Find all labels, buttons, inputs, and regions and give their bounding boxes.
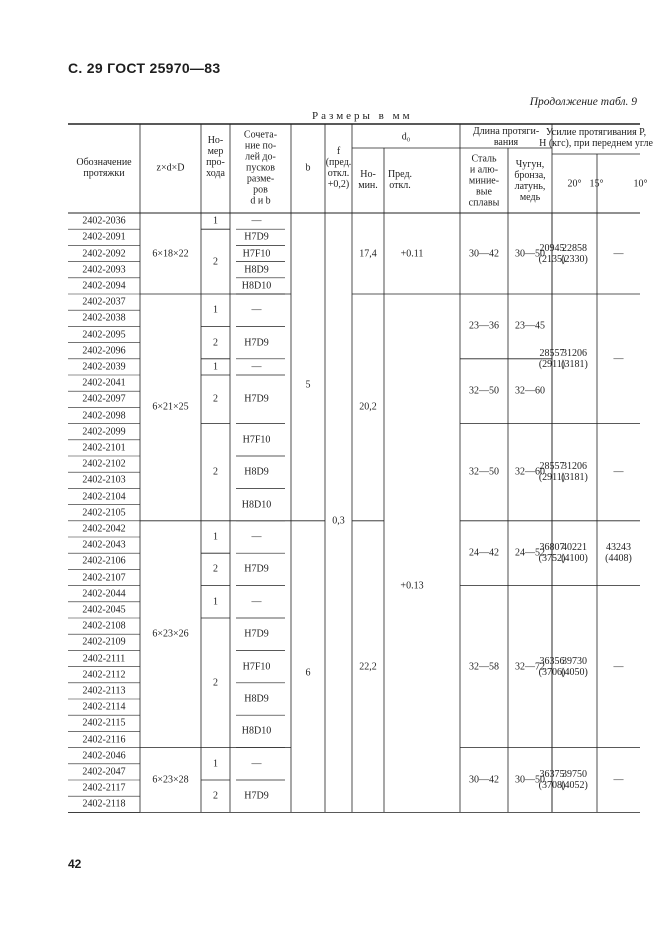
designation-cell: 2402-2042: [82, 523, 126, 535]
fit-cell: —: [251, 758, 262, 770]
designation-cell: 2402-2047: [82, 766, 126, 778]
continuation-label: Продолжение табл. 9: [529, 96, 637, 108]
designation-cell: 2402-2101: [82, 442, 126, 454]
length-cast-cell: 32—60: [515, 466, 545, 478]
designation-cell: 2402-2102: [82, 458, 126, 470]
d0-dev-cell: +0.13: [400, 580, 424, 592]
designation-cell: 2402-2043: [82, 539, 126, 551]
designation-cell: 2402-2097: [82, 393, 126, 405]
pass-no-cell: 2: [213, 790, 218, 802]
header-f: f (пред. откл. +0,2): [325, 146, 352, 190]
force-15-cell: 31206 (3181): [561, 347, 588, 370]
designation-cell: 2402-2105: [82, 507, 126, 519]
designation-cell: 2402-2106: [82, 555, 126, 567]
length-cast-cell: 23—45: [515, 320, 545, 332]
designation-cell: 2402-2036: [82, 215, 126, 227]
units-note: Размеры в мм: [312, 110, 413, 122]
fit-cell: H7D9: [244, 337, 269, 349]
header-force: Усилие протягивания P, Н (кгс), при переднем угле: [539, 127, 653, 149]
fit-cell: H7D9: [244, 790, 269, 802]
pass-no-cell: 2: [213, 337, 218, 349]
zdD-cell: 6×21×25: [152, 401, 189, 413]
header-force-10: 10°: [633, 178, 648, 190]
fit-cell: —: [251, 531, 262, 543]
header-fit: Сочета- ние по- лей до- пусков разме- ров d и b: [243, 129, 278, 207]
length-steel-cell: 30—42: [469, 248, 499, 259]
designation-cell: 2402-2044: [82, 588, 126, 600]
force-15-cell: 40221 (4100): [561, 542, 588, 565]
header-length-cast: Чугун, бронза, латунь, медь: [514, 159, 546, 203]
designation-cell: 2402-2111: [82, 653, 126, 664]
force-10-cell: —: [613, 661, 624, 673]
pass-no-cell: 2: [213, 563, 218, 575]
designation-cell: 2402-2109: [82, 636, 126, 648]
fit-cell: H7F10: [242, 434, 271, 446]
d0-nom-cell: 22,2: [359, 661, 377, 673]
length-cast-cell: 24—52: [515, 547, 545, 559]
designation-cell: 2402-2037: [82, 296, 126, 308]
length-steel-cell: 32—50: [469, 385, 499, 397]
d0-dev-cell: +0.11: [400, 248, 424, 259]
designation-cell: 2402-2103: [82, 474, 126, 486]
b-cell: 5: [305, 379, 311, 391]
header-length-steel: Сталь и алю- миние- вые сплавы: [468, 153, 500, 209]
zdD-cell: 6×23×26: [152, 628, 189, 640]
pass-no-cell: 1: [213, 531, 218, 543]
designation-cell: 2402-2096: [82, 345, 126, 357]
header-force-20: 20°: [567, 178, 582, 190]
designation-cell: 2402-2107: [82, 572, 126, 583]
fit-cell: H7D9: [244, 393, 269, 405]
designation-cell: 2402-2114: [82, 701, 126, 713]
length-steel-cell: 23—36: [469, 320, 499, 332]
force-10-cell: —: [613, 774, 624, 786]
fit-cell: —: [251, 304, 262, 316]
pass-no-cell: 1: [213, 596, 218, 608]
force-20-cell: 20945 (2135): [538, 242, 566, 265]
length-steel-cell: 24—42: [469, 547, 499, 559]
fit-cell: H8D10: [241, 499, 272, 511]
length-steel-cell: 32—50: [469, 466, 499, 478]
designation-cell: 2402-2045: [82, 604, 126, 616]
fit-cell: H7D9: [244, 231, 269, 243]
force-20-cell: 28557 (2911): [538, 347, 566, 370]
force-15-cell: 39750 (4052): [561, 769, 588, 791]
fit-cell: H8D9: [244, 264, 269, 276]
designation-cell: 2402-2039: [82, 361, 126, 373]
fit-cell: —: [251, 215, 262, 227]
designation-cell: 2402-2092: [82, 248, 126, 259]
force-10-cell: 43243 (4408): [605, 542, 632, 565]
designation-cell: 2402-2112: [82, 669, 126, 681]
force-15-cell: 39730 (4050): [561, 655, 588, 678]
length-steel-cell: 32—58: [469, 661, 499, 673]
header-d0: d₀: [401, 131, 411, 143]
designation-cell: 2402-2093: [82, 264, 126, 276]
force-20-cell: 36807 (3752): [538, 542, 566, 565]
page-number: 42: [68, 857, 82, 871]
designation-cell: 2402-2116: [82, 734, 126, 745]
designation-cell: 2402-2046: [82, 750, 126, 762]
header-length: Длина протяги- вания: [472, 126, 540, 148]
designation-cell: 2402-2108: [82, 620, 126, 632]
length-cast-cell: 32—72: [515, 661, 545, 673]
pass-no-cell: 1: [213, 758, 218, 770]
designation-cell: 2402-2038: [82, 312, 126, 324]
zdD-cell: 6×18×22: [152, 248, 189, 259]
page-header: С. 29 ГОСТ 25970—83: [68, 60, 221, 76]
pass-no-cell: 1: [213, 361, 218, 373]
designation-cell: 2402-2118: [82, 798, 126, 810]
f-cell: 0,3: [332, 515, 345, 527]
header-d0-nom: Но- мин.: [358, 169, 378, 191]
fit-cell: H7F10: [242, 248, 271, 259]
d0-nom-cell: 20,2: [359, 401, 377, 413]
force-10-cell: —: [613, 466, 624, 478]
pass-no-cell: 1: [213, 304, 218, 316]
length-steel-cell: 30—42: [469, 774, 499, 786]
designation-cell: 2402-2094: [82, 280, 126, 292]
length-cast-cell: 32—60: [515, 385, 545, 397]
designation-cell: 2402-2104: [82, 491, 126, 502]
pass-no-cell: 2: [213, 677, 218, 689]
force-10-cell: —: [613, 248, 624, 259]
header-d0-dev: Пред. откл.: [387, 169, 413, 191]
force-20-cell: 28557 (2911): [538, 461, 566, 484]
fit-cell: H8D10: [241, 725, 272, 737]
pass-no-cell: 2: [213, 466, 218, 478]
fit-cell: H7F10: [242, 661, 271, 673]
fit-cell: H7D9: [244, 628, 269, 640]
d0-nom-cell: 17,4: [359, 248, 377, 259]
designation-cell: 2402-2095: [82, 329, 126, 340]
force-15-cell: 31206 (3181): [561, 461, 588, 484]
header-force-15: 15°: [589, 178, 604, 190]
force-15-cell: 22858 (2330): [561, 242, 588, 265]
force-20-cell: 36375 (3708): [538, 769, 566, 791]
fit-cell: H7D9: [244, 563, 269, 575]
designation-cell: 2402-2041: [82, 377, 126, 389]
designation-cell: 2402-2113: [82, 685, 126, 697]
fit-cell: —: [251, 361, 262, 373]
length-cast-cell: 30—50: [515, 248, 545, 259]
pass-no-cell: 2: [213, 256, 218, 268]
pass-no-cell: 1: [213, 215, 218, 227]
zdD-cell: 6×23×28: [152, 774, 189, 786]
designation-cell: 2402-2117: [82, 782, 126, 794]
header-pass-no: Но- мер про- хода: [206, 135, 225, 179]
force-20-cell: 36356 (3706): [538, 655, 566, 678]
designation-cell: 2402-2099: [82, 426, 126, 438]
length-cast-cell: 30—50: [515, 774, 545, 786]
b-cell: 6: [305, 667, 311, 679]
header-zdD: z×d×D: [156, 162, 185, 174]
header-designation: Обозначение протяжки: [76, 157, 132, 179]
designation-cell: 2402-2091: [82, 231, 126, 243]
designation-cell: 2402-2115: [82, 717, 126, 729]
force-10-cell: —: [613, 353, 624, 365]
pass-no-cell: 2: [213, 393, 218, 405]
fit-cell: H8D9: [244, 693, 269, 705]
designation-cell: 2402-2098: [82, 410, 126, 421]
fit-cell: —: [251, 596, 262, 608]
fit-cell: H8D10: [241, 280, 272, 292]
fit-cell: H8D9: [244, 466, 269, 478]
header-b: b: [305, 162, 311, 174]
